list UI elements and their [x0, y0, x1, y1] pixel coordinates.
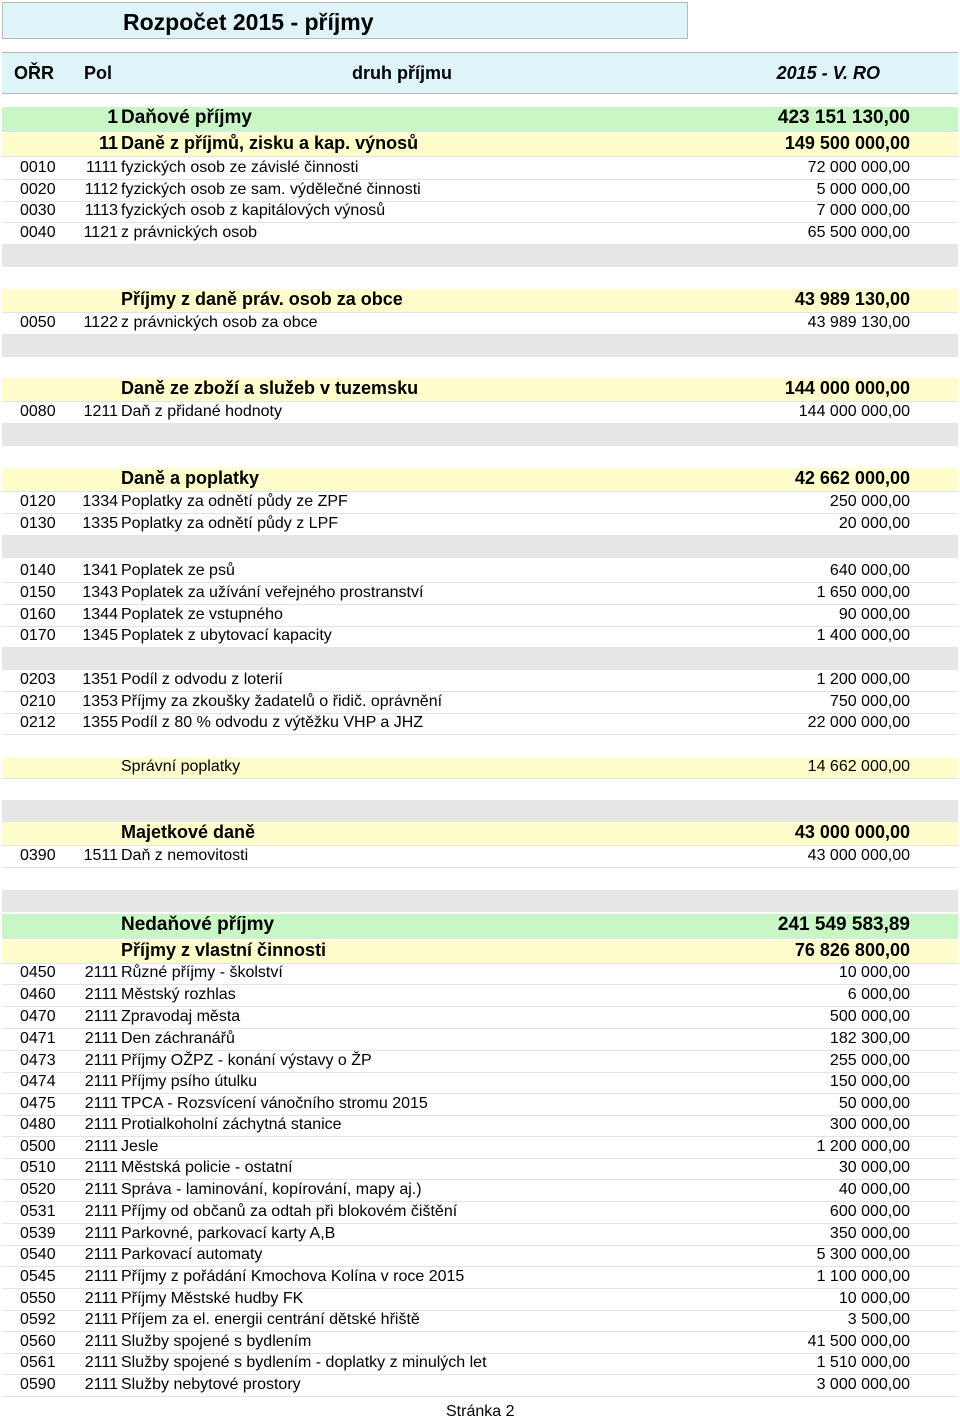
- amount-cell: 350 000,00: [829, 1225, 910, 1242]
- name-cell: Parkovné, parkovací karty A,B: [121, 1225, 336, 1242]
- pol-cell: 1341: [82, 562, 118, 579]
- orr-cell: 0531: [20, 1203, 56, 1220]
- table-row: [2, 158, 958, 180]
- amount-cell: 7 000 000,00: [816, 202, 910, 219]
- amount-cell: 30 000,00: [838, 1159, 910, 1176]
- orr-cell: 0500: [20, 1138, 56, 1155]
- pol-cell: 1121: [83, 224, 118, 241]
- pol-cell: 11: [98, 133, 118, 153]
- table-row: [2, 201, 958, 223]
- table-row: [2, 692, 958, 714]
- orr-cell: 0540: [20, 1246, 56, 1263]
- amount-cell: 3 500,00: [847, 1311, 910, 1328]
- table-row: [2, 1115, 958, 1137]
- pol-cell: 1211: [83, 403, 118, 420]
- table-row: [2, 626, 958, 648]
- page-title: Rozpočet 2015 - příjmy: [123, 9, 374, 35]
- pol-cell: 2111: [84, 1095, 118, 1112]
- table-row: [2, 670, 958, 692]
- amount-cell: 300 000,00: [829, 1116, 910, 1133]
- table-row: [2, 1094, 958, 1116]
- name-cell: Poplatek z ubytovací kapacity: [121, 627, 332, 644]
- amount-cell: 3 000 000,00: [816, 1376, 910, 1393]
- subtotal-row: [2, 378, 958, 402]
- name-cell: Správa - laminování, kopírování, mapy aj.): [121, 1181, 422, 1198]
- name-cell: Daně ze zboží a služeb v tuzemsku: [121, 378, 419, 398]
- name-cell: Podíl z odvodu z loterií: [121, 671, 283, 688]
- amount-cell: 149 500 000,00: [784, 133, 910, 153]
- orr-cell: 0473: [20, 1052, 56, 1069]
- orr-cell: 0561: [20, 1354, 56, 1371]
- amount-cell: 42 662 000,00: [794, 468, 910, 488]
- table-row: [2, 492, 958, 514]
- amount-cell: 40 000,00: [838, 1181, 910, 1198]
- amount-cell: 144 000 000,00: [798, 403, 910, 420]
- table-row: [2, 1353, 958, 1375]
- pol-cell: 1112: [84, 181, 118, 198]
- amount-cell: 50 000,00: [838, 1095, 910, 1112]
- name-cell: Daně z příjmů, zisku a kap. výnosů: [121, 133, 419, 153]
- name-cell: Příjmy za zkoušky žadatelů o řidič. oprávnění: [121, 693, 443, 710]
- name-cell: Jesle: [121, 1138, 159, 1155]
- name-cell: Příjmy OŽPZ - konání výstavy o ŽP: [121, 1052, 372, 1069]
- subtotal-row: [2, 133, 958, 157]
- table-row: [2, 180, 958, 202]
- orr-cell: 0475: [20, 1095, 56, 1112]
- pol-cell: 2111: [84, 1052, 118, 1069]
- orr-cell: 0470: [20, 1008, 56, 1025]
- separator-row: [2, 245, 958, 267]
- amount-cell: 1 510 000,00: [816, 1354, 910, 1371]
- pol-cell: 2111: [84, 964, 118, 981]
- name-cell: Služby spojené s bydlením - doplatky z minulých let: [121, 1354, 487, 1371]
- orr-cell: 0550: [20, 1290, 56, 1307]
- name-cell: Parkovací automaty: [121, 1246, 263, 1263]
- orr-cell: 0590: [20, 1376, 56, 1393]
- name-cell: Poplatek ze vstupného: [121, 606, 283, 623]
- table-row: [2, 1289, 958, 1311]
- name-cell: Příjmy z daně práv. osob za obce: [121, 289, 403, 309]
- pol-cell: 1355: [82, 714, 118, 731]
- separator-row: [2, 890, 958, 912]
- amount-cell: 640 000,00: [829, 562, 910, 579]
- orr-cell: 0050: [20, 314, 56, 331]
- table-row: [2, 605, 958, 627]
- amount-cell: 750 000,00: [829, 693, 910, 710]
- group-row: [2, 914, 958, 939]
- name-cell: Poplatek ze psů: [121, 562, 235, 579]
- amount-cell: 250 000,00: [829, 493, 910, 510]
- amount-cell: 1 650 000,00: [816, 584, 910, 601]
- orr-cell: 0130: [20, 515, 56, 532]
- separator-row: [2, 424, 958, 446]
- table-row: [2, 313, 958, 335]
- pol-cell: 2111: [84, 1138, 118, 1155]
- name-cell: Příjmy psího útulku: [121, 1073, 258, 1090]
- orr-cell: 0460: [20, 986, 56, 1003]
- orr-cell: 0203: [20, 671, 56, 688]
- pol-cell: 1334: [82, 493, 118, 510]
- separator-row: [2, 736, 958, 758]
- orr-cell: 0390: [20, 847, 56, 864]
- table-row: [2, 1245, 958, 1267]
- pol-cell: 2111: [84, 1225, 118, 1242]
- name-cell: Den záchranářů: [121, 1030, 235, 1047]
- orr-cell: 0560: [20, 1333, 56, 1350]
- table-row: [2, 985, 958, 1007]
- orr-cell: 0471: [20, 1030, 56, 1047]
- pol-cell: 1: [107, 107, 118, 128]
- name-cell: Daňové příjmy: [121, 107, 252, 128]
- table-row: [2, 402, 958, 424]
- name-cell: Příjmy od občanů za odtah při blokovém čištění: [121, 1203, 458, 1220]
- table-row: [2, 846, 958, 868]
- separator-row: [2, 648, 958, 670]
- orr-cell: 0020: [20, 181, 56, 198]
- pol-cell: 1511: [83, 847, 118, 864]
- name-cell: Příjem za el. energii centrání dětské hřiště: [121, 1311, 420, 1328]
- orr-cell: 0160: [20, 606, 56, 623]
- name-cell: fyzických osob ze závislé činnosti: [121, 159, 359, 176]
- name-cell: Protialkoholní záchytná stanice: [121, 1116, 342, 1133]
- amount-cell: 10 000,00: [838, 964, 910, 981]
- name-cell: Majetkové daně: [121, 822, 256, 842]
- pol-cell: 1343: [82, 584, 118, 601]
- header-orr: OŘR: [14, 63, 54, 83]
- amount-cell: 90 000,00: [838, 606, 910, 623]
- pol-cell: 2111: [84, 986, 118, 1003]
- table-row: [2, 583, 958, 605]
- pol-cell: 1351: [82, 671, 118, 688]
- amount-cell: 14 662 000,00: [807, 758, 910, 775]
- pol-cell: 2111: [84, 1008, 118, 1025]
- amount-cell: 6 000,00: [847, 986, 910, 1003]
- name-cell: Daně a poplatky: [121, 468, 260, 488]
- orr-cell: 0030: [20, 202, 56, 219]
- amount-cell: 43 989 130,00: [807, 314, 910, 331]
- pol-cell: 2111: [84, 1159, 118, 1176]
- subtotal-row: [2, 757, 958, 779]
- name-cell: z právnických osob: [121, 224, 258, 241]
- orr-cell: 0545: [20, 1268, 56, 1285]
- name-cell: Služby nebytové prostory: [121, 1376, 301, 1393]
- amount-cell: 500 000,00: [829, 1008, 910, 1025]
- table-row: [2, 514, 958, 536]
- amount-cell: 255 000,00: [829, 1052, 910, 1069]
- amount-cell: 5 300 000,00: [816, 1246, 910, 1263]
- table-row: [2, 1029, 958, 1051]
- orr-cell: 0510: [20, 1159, 56, 1176]
- table-row: [2, 1202, 958, 1224]
- pol-cell: 2111: [84, 1290, 118, 1307]
- table-row: [2, 1332, 958, 1354]
- amount-cell: 150 000,00: [829, 1073, 910, 1090]
- pol-cell: 1122: [83, 314, 118, 331]
- amount-cell: 423 151 130,00: [777, 107, 910, 128]
- pol-cell: 2111: [84, 1376, 118, 1393]
- table-row: [2, 1007, 958, 1029]
- table-row: [2, 1310, 958, 1332]
- pol-cell: 2111: [84, 1030, 118, 1047]
- name-cell: Příjmy z pořádání Kmochova Kolína v roce 2015: [121, 1268, 465, 1285]
- amount-cell: 20 000,00: [838, 515, 910, 532]
- pol-cell: 1345: [82, 627, 118, 644]
- amount-cell: 41 500 000,00: [807, 1333, 910, 1350]
- amount-cell: 43 000 000,00: [794, 822, 910, 842]
- header-pol: Pol: [84, 63, 113, 83]
- pol-cell: 2111: [84, 1073, 118, 1090]
- table-row: [2, 713, 958, 735]
- table-row: [2, 561, 958, 583]
- amount-cell: 65 500 000,00: [807, 224, 910, 241]
- pol-cell: 1353: [82, 693, 118, 710]
- orr-cell: 0210: [20, 693, 56, 710]
- table-row: [2, 1158, 958, 1180]
- amount-cell: 182 300,00: [829, 1030, 910, 1047]
- table-row: [2, 963, 958, 985]
- table-row: [2, 1375, 958, 1397]
- table-row: [2, 1267, 958, 1289]
- amount-cell: 43 000 000,00: [807, 847, 910, 864]
- name-cell: fyzických osob ze sam. výdělečné činnosti: [121, 181, 421, 198]
- pol-cell: 2111: [84, 1203, 118, 1220]
- amount-cell: 22 000 000,00: [807, 714, 910, 731]
- amount-cell: 43 989 130,00: [794, 289, 910, 309]
- name-cell: Zpravodaj města: [121, 1008, 241, 1025]
- name-cell: Správní poplatky: [121, 758, 241, 775]
- pol-cell: 2111: [84, 1246, 118, 1263]
- orr-cell: 0539: [20, 1225, 56, 1242]
- table-row: [2, 1072, 958, 1094]
- name-cell: Příjmy z vlastní činnosti: [121, 940, 327, 960]
- separator-row: [2, 335, 958, 357]
- pol-cell: 1113: [84, 202, 118, 219]
- subtotal-row: [2, 822, 958, 846]
- amount-cell: 10 000,00: [838, 1290, 910, 1307]
- table-row: [2, 1051, 958, 1073]
- orr-cell: 0080: [20, 403, 56, 420]
- amount-cell: 1 400 000,00: [816, 627, 910, 644]
- header-druh: druh příjmu: [352, 63, 452, 83]
- orr-cell: 0480: [20, 1116, 56, 1133]
- name-cell: Příjmy Městské hudby FK: [121, 1290, 304, 1307]
- name-cell: Poplatek za užívání veřejného prostranství: [121, 584, 424, 601]
- orr-cell: 0150: [20, 584, 56, 601]
- orr-cell: 0170: [20, 627, 56, 644]
- name-cell: Daň z nemovitosti: [121, 847, 249, 864]
- pol-cell: 2111: [84, 1181, 118, 1198]
- name-cell: Daň z přidané hodnoty: [121, 403, 282, 420]
- pol-cell: 2111: [84, 1116, 118, 1133]
- amount-cell: 1 200 000,00: [816, 1138, 910, 1155]
- pol-cell: 1111: [85, 159, 118, 176]
- name-cell: TPCA - Rozsvícení vánočního stromu 2015: [121, 1095, 428, 1112]
- orr-cell: 0140: [20, 562, 56, 579]
- orr-cell: 0120: [20, 493, 56, 510]
- table-row: [2, 1224, 958, 1246]
- name-cell: z právnických osob za obce: [121, 314, 318, 331]
- separator-row: [2, 536, 958, 558]
- orr-cell: 0592: [20, 1311, 56, 1328]
- amount-cell: 1 100 000,00: [816, 1268, 910, 1285]
- pol-cell: 2111: [84, 1311, 118, 1328]
- group-row: [2, 107, 958, 132]
- page-footer: Stránka 2: [446, 1403, 515, 1420]
- name-cell: Různé příjmy - školství: [121, 964, 283, 981]
- subtotal-row: [2, 940, 958, 964]
- name-cell: Městský rozhlas: [121, 986, 236, 1003]
- subtotal-row: [2, 289, 958, 313]
- name-cell: Městská policie - ostatní: [121, 1159, 293, 1176]
- amount-cell: 5 000 000,00: [816, 181, 910, 198]
- amount-cell: 76 826 800,00: [794, 940, 910, 960]
- table-row: [2, 223, 958, 245]
- amount-cell: 241 549 583,89: [777, 914, 910, 935]
- name-cell: Služby spojené s bydlením: [121, 1333, 312, 1350]
- pol-cell: 2111: [84, 1268, 118, 1285]
- amount-cell: 144 000 000,00: [784, 378, 910, 398]
- pol-cell: 1335: [82, 515, 118, 532]
- table-row: [2, 1180, 958, 1202]
- header-period: 2015 - V. RO: [776, 63, 880, 83]
- amount-cell: 72 000 000,00: [807, 159, 910, 176]
- orr-cell: 0474: [20, 1073, 56, 1090]
- orr-cell: 0450: [20, 964, 56, 981]
- table-row: [2, 1137, 958, 1159]
- pol-cell: 2111: [84, 1333, 118, 1350]
- orr-cell: 0212: [20, 714, 56, 731]
- orr-cell: 0520: [20, 1181, 56, 1198]
- amount-cell: 1 200 000,00: [816, 671, 910, 688]
- orr-cell: 0010: [20, 159, 56, 176]
- subtotal-row: [2, 468, 958, 492]
- name-cell: fyzických osob z kapitálových výnosů: [121, 202, 386, 219]
- name-cell: Podíl z 80 % odvodu z výtěžku VHP a JHZ: [121, 714, 424, 731]
- pol-cell: 2111: [84, 1354, 118, 1371]
- separator-row: [2, 800, 958, 822]
- name-cell: Poplatky za odnětí půdy ze ZPF: [121, 493, 348, 510]
- pol-cell: 1344: [82, 606, 118, 623]
- name-cell: Nedaňové příjmy: [121, 914, 275, 935]
- orr-cell: 0040: [20, 224, 56, 241]
- name-cell: Poplatky za odnětí půdy z LPF: [121, 515, 339, 532]
- amount-cell: 600 000,00: [829, 1203, 910, 1220]
